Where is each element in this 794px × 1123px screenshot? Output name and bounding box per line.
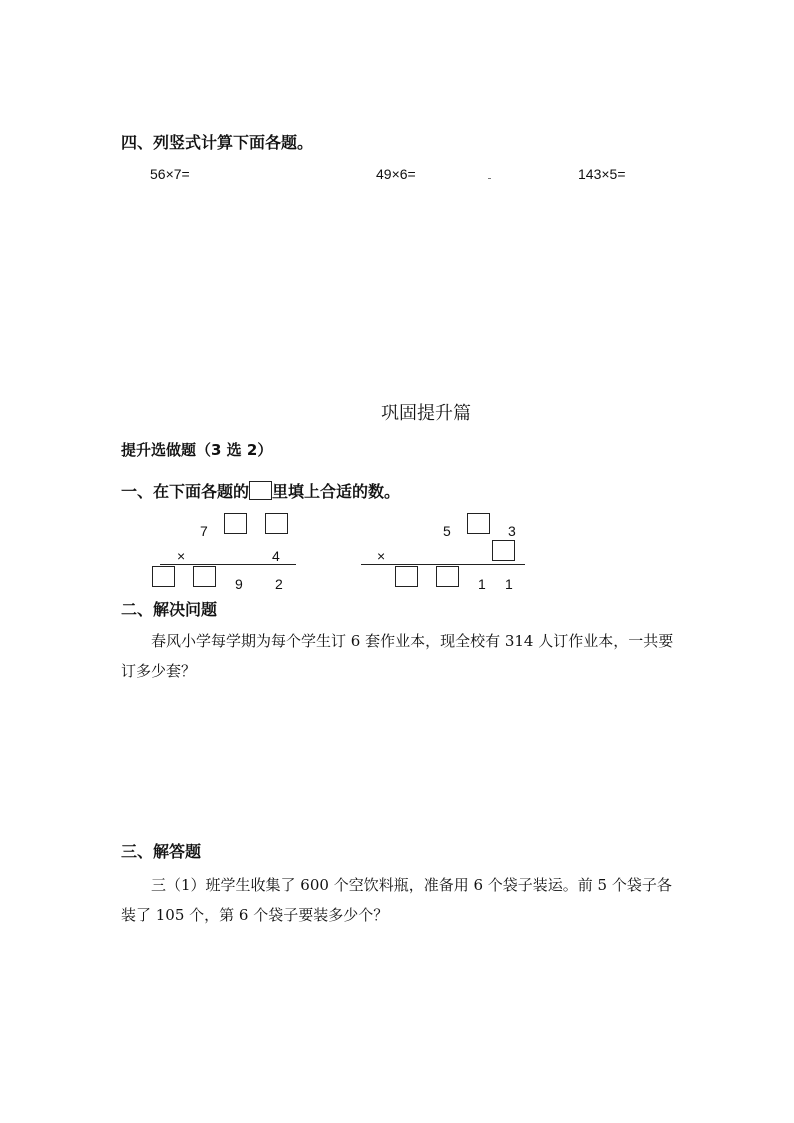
puzzle-b-times-sign: ×: [377, 548, 386, 564]
puzzle-a-blank-top-1[interactable]: [224, 513, 247, 534]
q2-text: 春风小学每学期为每个学生订 6 套作业本，现全校有 314 人订作业本，一共要订多少套？: [121, 632, 674, 680]
stray-mark: [488, 178, 491, 179]
q1-title-after: 里填上合适的数。: [272, 482, 401, 501]
puzzle-b-top-first: 5: [443, 523, 451, 539]
inline-blank-box: [249, 481, 272, 500]
puzzle-a-times-sign: ×: [177, 548, 186, 564]
section-four-title: 四、列竖式计算下面各题。: [121, 133, 314, 152]
q1-title: [121, 479, 400, 502]
q2-title: 二、解决问题: [121, 600, 218, 619]
puzzle-a-top-digit: 7: [200, 523, 208, 539]
puzzle-b-top-last: 3: [508, 523, 516, 539]
puzzle-a-result-digit-1: 9: [235, 576, 243, 592]
puzzle-a-result-digit-2: 2: [275, 576, 283, 592]
consolidation-subtitle: 提升选做题（3 选 2）: [121, 441, 273, 459]
problem-3: 143×5=: [578, 166, 626, 182]
puzzle-b-rule: [361, 564, 525, 565]
consolidation-title: 巩固提升篇: [381, 403, 471, 424]
puzzle-b-blank-multiplier[interactable]: [492, 540, 515, 561]
puzzle-a-multiplier: 4: [272, 548, 280, 564]
q1-title-before: 一、在下面各题的: [121, 482, 250, 501]
puzzle-b-result-digit-1: 1: [478, 576, 486, 592]
puzzle-b-blank-top[interactable]: [467, 513, 490, 534]
puzzle-a-blank-result-2[interactable]: [193, 566, 216, 587]
puzzle-a-blank-result-1[interactable]: [152, 566, 175, 587]
puzzle-b-result-digit-2: 1: [505, 576, 513, 592]
puzzle-b-blank-result-2[interactable]: [436, 566, 459, 587]
problem-2: 49×6=: [376, 166, 416, 182]
q3-text: 三（1）班学生收集了 600 个空饮料瓶，准备用 6 个袋子装运。前 5 个袋子各装了 105 个，第 6 个袋子要装多少个？: [121, 876, 672, 924]
problem-1: 56×7=: [150, 166, 190, 182]
q3-title: 三、解答题: [121, 842, 202, 861]
puzzle-b-blank-result-1[interactable]: [395, 566, 418, 587]
puzzle-a-rule: [160, 564, 296, 565]
puzzle-a-blank-top-2[interactable]: [265, 513, 288, 534]
